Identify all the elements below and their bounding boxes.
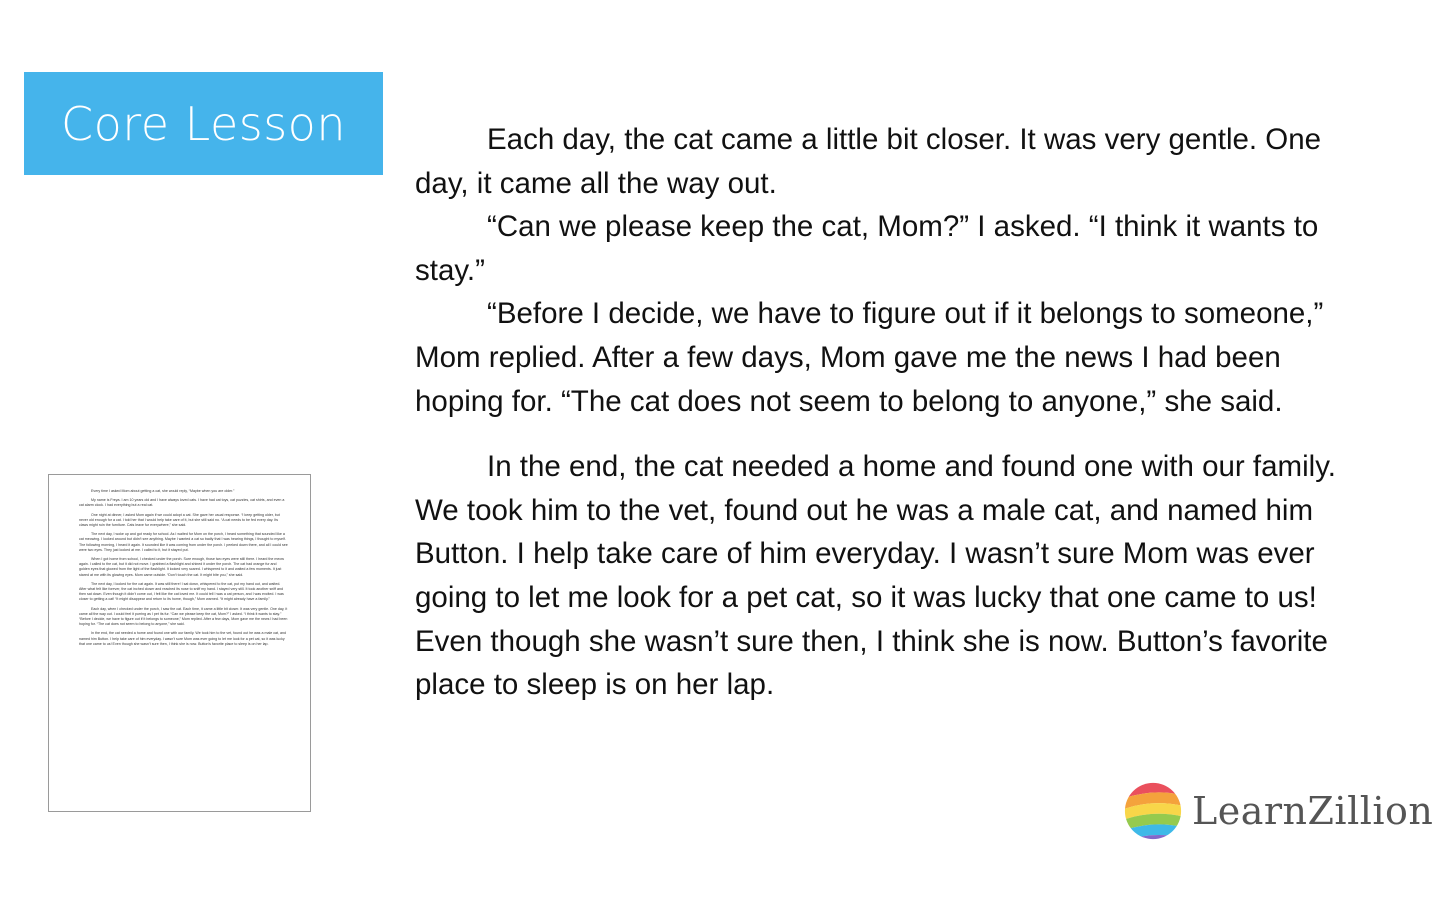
thumbnail-paragraph: My name is Freya. I am 10 years old and I have always loved cats. I have had cat toys, cat puzzles, cat shirts, and even a cat alarm clock. I had everything but a real cat.	[79, 498, 285, 508]
thumbnail-paragraph: When I got home from school, I checked under the porch. Sure enough, those two eyes were still there. I heard the meow again. I called to the cat, but it did not move. I grabbed a flashlight and shined it under the porch. The cat had orange fur and golden eyes that glowed from the light of the flashlight. It looked very scared. I whispered to it and waited a few moments. It just stared at me with its glowing eyes. Mom came outside. “Don’t touch the cat. It might bite you,” she said.	[79, 557, 284, 577]
thumbnail-paragraph: The next day, I woke up and got ready for school. As I waited for Mom on the porch, I heard something that sounded like a cat meowing. I looked around but didn’t see anything. Maybe I wanted a cat so badly that I was hearing things, I thought to myself. The following morning, I heard it again. It sounded like it was coming from under the porch. I peeked down there, and all I could see were two eyes. They just looked at me. I called to it, but it stayed put.	[79, 532, 288, 552]
learnzillion-rainbow-sphere-icon	[1122, 780, 1184, 842]
banner-title: Core Lesson	[61, 96, 346, 151]
thumbnail-paragraph: Every time I asked Mom about getting a cat, she would reply, “Maybe when you are older.”	[91, 489, 235, 493]
thumbnail-paragraph: The next day, I looked for the cat again. It was still there! I sat down, whispered to the cat, put my hand out, and waited. After what felt like forever, the cat inched closer and reached its nose to sniff my hand. I stayed very still. It took another sniff and then sat down. Even though it didn’t come out, I felt like the cat loved me. It could tell I was a cat person, and I was excited. I was closer to getting a cat! “It might disappear and return to its home, though,” Mom warned. “It might already have a family.”	[79, 581, 284, 602]
full-text-thumbnail	[48, 474, 311, 812]
thumbnail-paragraph: In the end, the cat needed a home and found one with our family. We took him to the vet, found out he was a male cat, and named him Button. I help take care of him everyday. I wasn’t sure Mom was ever going to let me look for a pet cat, so it was lucky that one came to us! Even though she wasn’t sure then, I think she is now. Button’s favorite place to sleep is on her lap.	[79, 631, 287, 646]
logo-color-band	[1122, 835, 1184, 842]
story-text	[415, 118, 1365, 707]
story-paragraph: “Before I decide, we have to figure out if it belongs to someone,” Mom replied. After a few days, Mom gave me the news I had been hoping for. “The cat does not seem to belong to anyone,” she said.	[415, 297, 1324, 418]
logo-text: LearnZillion	[1192, 789, 1434, 833]
learnzillion-logo	[1122, 778, 1432, 844]
core-lesson-banner	[24, 72, 383, 175]
thumbnail-paragraph: One night at dinner, I asked Mom again if we could adopt a cat. She gave her usual response. “I keep getting older, but never old enough for a cat. I told her that I would help take care of it, but she still said no. “A cat needs to be fed every day. Its claws might ruin the furniture. Cats leave fur everywhere,” she said.	[79, 512, 280, 528]
story-paragraph: Each day, the cat came a little bit closer. It was very gentle. One day, it came all the way out.	[415, 123, 1322, 200]
story-paragraph: “Can we please keep the cat, Mom?” I asked. “I think it wants to stay.”	[415, 210, 1319, 287]
story-paragraph: In the end, the cat needed a home and found one with our family. We took him to the vet, found out he was a male cat, and named him Button. I help take care of him everyday. I wasn’t sure Mom was ever going to let me look for a pet cat, so it was lucky that one came to us! Even though she wasn’t sure then, I think she is now. Button’s favorite place to sleep is on her lap.	[415, 450, 1336, 702]
thumbnail-paragraph: Each day, when I checked under the porch, I saw the cat. Each time, it came a little bit closer. It was very gentle. One day, it came all the way out. I could feel it purring as I pet its fur. “Can we please keep the cat, Mom?” I asked. “I think it wants to stay.” “Before I decide, we have to figure out if it belongs to someone,” Mom replied. After a few days, Mom gave me the news I had been hoping for. “The cat does not seem to belong to anyone,” she said.	[79, 606, 288, 627]
